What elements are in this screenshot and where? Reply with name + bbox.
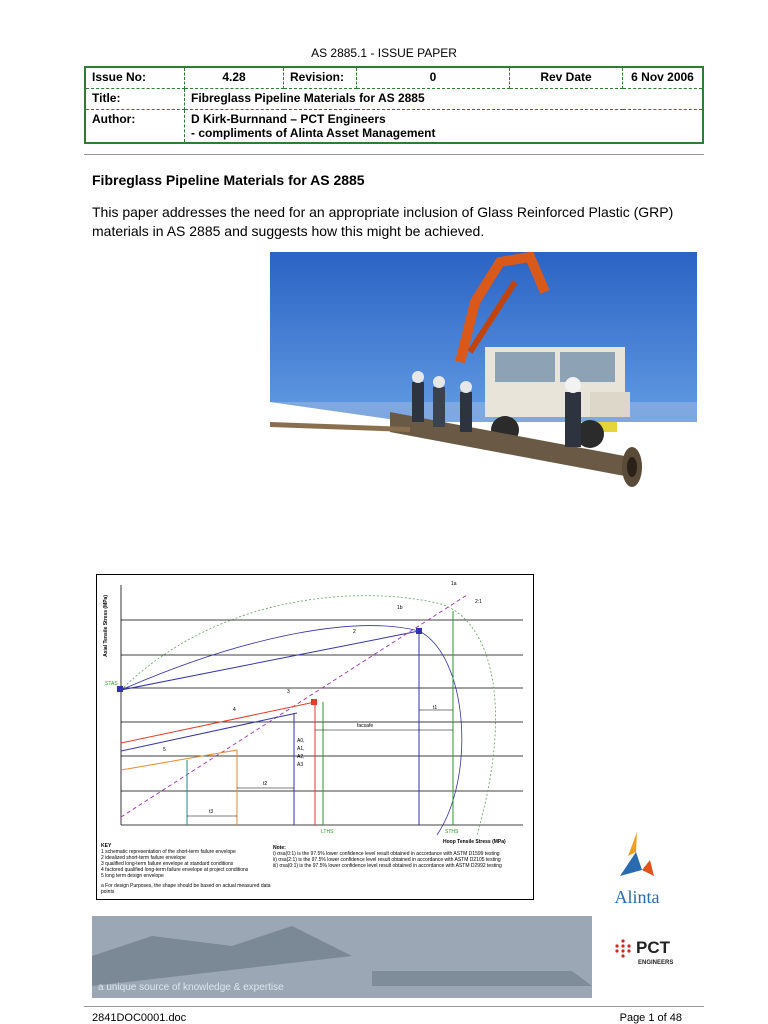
alinta-logo (606, 830, 668, 907)
truck-pipeline-photo (270, 252, 697, 492)
issue-value: 4.28 (185, 67, 284, 89)
lths-label: LTHS (321, 829, 334, 835)
label-a0: A0, (297, 738, 305, 744)
label-t3: t3 (209, 809, 214, 815)
key-item: 4 factored qualified long-term failure envelope at project conditions (101, 867, 249, 873)
note-title: Note: (273, 845, 286, 851)
issue-info-table (84, 66, 704, 144)
label-3: 3 (287, 689, 290, 695)
pct-dots-icon (612, 938, 634, 960)
title-label: Title: (85, 89, 185, 110)
note-item: ii) σsa(2:1) is the 97.5% lower confidence level result obtained in accordance with ASTM D2105 testing (273, 857, 501, 863)
label-a-list (297, 737, 305, 769)
label-t1: t1 (433, 705, 438, 711)
label-4: 4 (233, 707, 236, 713)
label-2: 2 (353, 629, 356, 635)
alinta-wordmark: Alinta (614, 887, 660, 907)
footer-divider (84, 1006, 704, 1007)
footer-page-number: Page 1 of 48 (619, 1012, 682, 1024)
stas-label: STAS (105, 681, 118, 687)
pct-banner (92, 916, 704, 998)
key-note: a For design Purposes, the shape should be based on actual measured data points (101, 883, 271, 895)
banner-tagline: a unique source of knowledge & expertise (98, 982, 284, 993)
label-a2: A2, (297, 754, 305, 760)
chart-notes (273, 845, 523, 869)
label-a3: A3 (297, 762, 304, 768)
key-item: 2 idealized short-term failure envelope (101, 855, 186, 861)
key-item: 5 long term design envelope (101, 873, 164, 879)
footer-doc-id: 2841DOC0001.doc (92, 1012, 187, 1024)
alinta-mark-icon (606, 830, 668, 882)
sths-label: STHS (445, 829, 459, 835)
chart-key (101, 843, 271, 895)
label-1b: 1b (397, 605, 403, 611)
issue-label: Issue No: (85, 67, 185, 89)
author-line-2: - compliments of Alinta Asset Management (191, 126, 436, 140)
label-1a: 1a (451, 581, 457, 587)
label-facsafe: facsafe (357, 723, 374, 729)
note-item: iii) σsa(0:1) is the 97.5% lower confidence level result obtained in accordance with ASTM D2992 testing (273, 863, 502, 869)
header-divider (84, 154, 704, 155)
key-title: KEY (101, 843, 112, 849)
label-a1: A1, (297, 746, 305, 752)
revdate-value: 6 Nov 2006 (623, 67, 704, 89)
note-item: i) σsa(0:1) is the 97.5% lower confidence level result obtained in accordance with ASTM D1599 testing (273, 851, 500, 857)
key-item: 1 schematic representation of the short-term failure envelope (101, 849, 236, 855)
author-line-1: D Kirk-Burnnand – PCT Engineers (191, 112, 386, 126)
author-label: Author: (85, 110, 185, 144)
y-axis-label: Axial Tensile Stress (MPa) (103, 595, 109, 657)
author-value (185, 110, 704, 144)
label-t2: t2 (263, 781, 268, 787)
failure-envelope-diagram (96, 574, 534, 900)
title-value: Fibreglass Pipeline Materials for AS 2885 (185, 89, 704, 110)
x-axis-label: Hoop Tensile Stress (MPa) (443, 839, 506, 845)
intro-paragraph: This paper addresses the need for an appropriate inclusion of Glass Reinforced Plastic (GRP) materials in AS 2885 and suggests how this might be achieved. (92, 204, 674, 239)
page-header-title: AS 2885.1 - ISSUE PAPER (311, 46, 457, 60)
revision-value: 0 (357, 67, 510, 89)
revision-label: Revision: (284, 67, 357, 89)
key-item: 3 qualified long-term failure envelope at standard conditions (101, 861, 234, 867)
pct-engineers: ENGINEERS (638, 960, 674, 966)
label-ratio: 2:1 (475, 599, 482, 605)
document-heading: Fibreglass Pipeline Materials for AS 2885 (92, 172, 365, 188)
pct-wordmark: PCT (636, 938, 670, 957)
label-5: 5 (163, 747, 166, 753)
revdate-label: Rev Date (510, 67, 623, 89)
